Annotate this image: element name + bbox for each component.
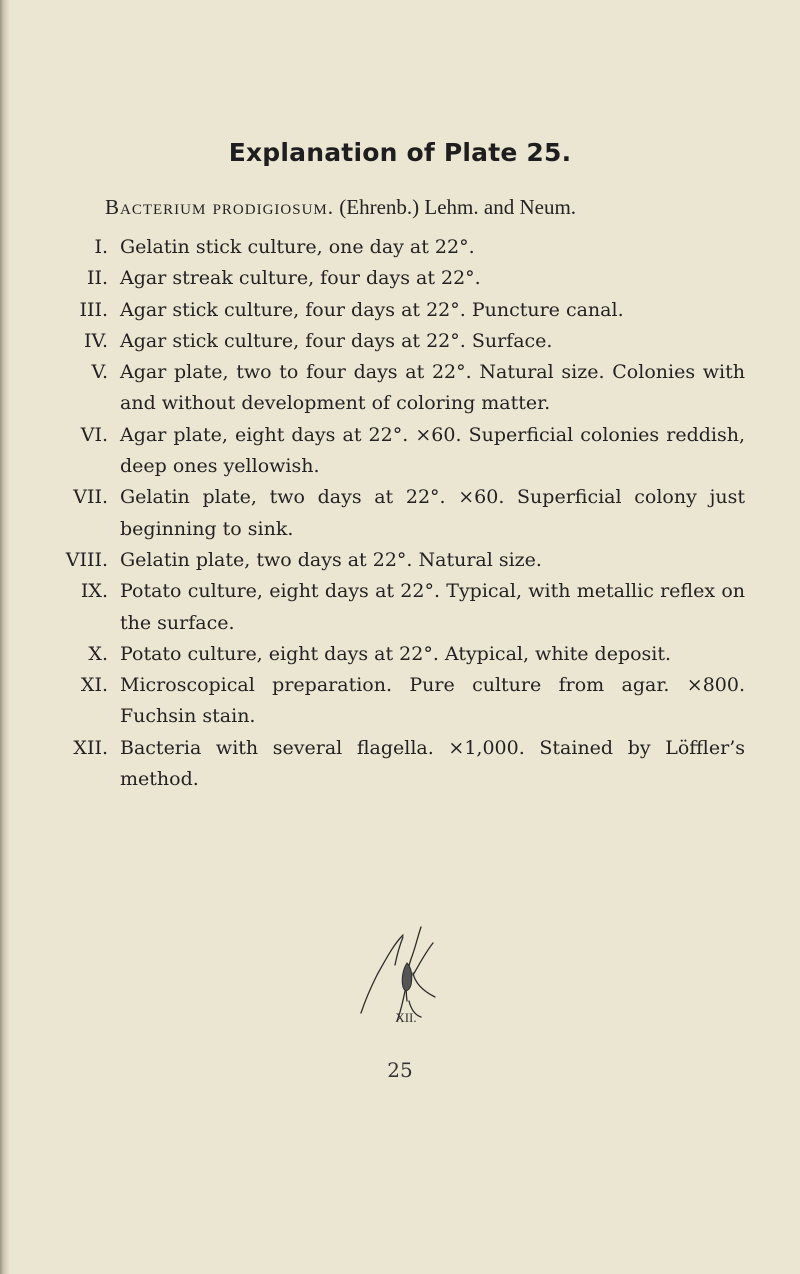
- list-item: [0, 295, 800, 326]
- subtitle: [105, 195, 745, 220]
- entry-number: VIII.: [65, 548, 108, 571]
- entry-text: Agar stick culture, four days at 22°. Puncture canal.: [120, 298, 624, 321]
- entry-text: Potato culture, eight days at 22°. Typical, with metallic reflex on the surface.: [120, 580, 745, 634]
- entry-number: XI.: [80, 674, 108, 697]
- list-item: [0, 263, 800, 294]
- list-item: [0, 232, 800, 263]
- entry-text: Agar streak culture, four days at 22°.: [120, 267, 481, 290]
- list-item: [0, 545, 800, 576]
- entry-number: XII.: [73, 736, 108, 759]
- entry-text: Agar stick culture, four days at 22°. Surface.: [120, 329, 553, 352]
- entry-number: IX.: [80, 580, 108, 603]
- flagellum-line: [413, 973, 435, 997]
- entry-number: VII.: [73, 486, 108, 509]
- entry-text: Microscopical preparation. Pure culture from agar. ×800. Fuchsin stain.: [120, 674, 745, 728]
- entry-text: Gelatin stick culture, one day at 22°.: [120, 236, 475, 258]
- list-item: [0, 420, 800, 483]
- figure-label: XII.: [395, 1010, 417, 1025]
- entry-text: Gelatin plate, two days at 22°. Natural size.: [120, 548, 542, 571]
- entry-number: X.: [88, 642, 108, 665]
- entry-text: Gelatin plate, two days at 22°. ×60. Superficial colony just beginning to sink.: [120, 486, 745, 540]
- list-item: [0, 576, 800, 639]
- entry-text: Bacteria with several flagella. ×1,000. Stained by Löffler’s method.: [120, 736, 745, 791]
- entry-text: Agar plate, two to four days at 22°. Natural size. Colonies with and without development of coloring matter.: [120, 361, 745, 415]
- entry-number: III.: [79, 298, 108, 321]
- entry-number: II.: [86, 267, 108, 290]
- species-name: Bacterium prodigiosum.: [105, 195, 335, 219]
- species-authority: (Ehrenb.) Lehm. and Neum.: [339, 195, 577, 219]
- list-item: [0, 482, 800, 545]
- list-item: [0, 326, 800, 357]
- entry-number: VI.: [80, 423, 108, 446]
- page-number: 25: [387, 1058, 413, 1082]
- list-item: [0, 670, 800, 733]
- list-item: [0, 357, 800, 420]
- list-item: [0, 639, 800, 670]
- entry-text: Agar plate, eight days at 22°. ×60. Superficial colonies reddish, deep ones yellowish.: [120, 423, 745, 478]
- list-item: [0, 733, 800, 796]
- page-title: Explanation of Plate 25.: [228, 138, 572, 167]
- entry-number: IV.: [84, 329, 108, 352]
- entry-number: I.: [94, 236, 108, 258]
- plate-entries-list: [0, 232, 800, 795]
- entry-text: Potato culture, eight days at 22°. Atypical, white deposit.: [120, 642, 672, 665]
- bacterium-body: [402, 963, 412, 991]
- flagellum-line: [361, 935, 403, 1013]
- flagellum-line: [413, 943, 433, 975]
- entry-number: V.: [91, 361, 108, 384]
- flagellum-line: [395, 937, 403, 965]
